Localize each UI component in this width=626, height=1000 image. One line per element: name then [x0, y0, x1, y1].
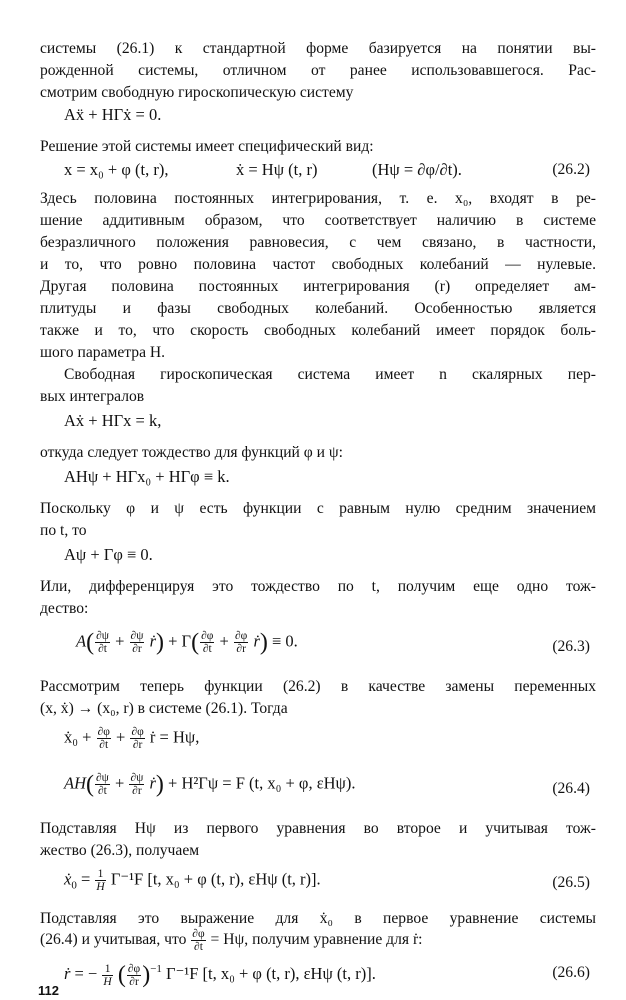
text-line: Свободная гироскопическая система имеет n скалярных пер- — [64, 366, 596, 383]
text-line: рожденной системы, отличном от ранее использовавшегося. Рас- — [40, 62, 596, 79]
text-line: смотрим свободную гироскопическую систему — [40, 84, 354, 101]
equation-identity: AHψ + HΓx₀ + HΓφ ≡ k. — [64, 467, 230, 486]
text-line: плитуды и фазы свободных колебаний. Особенностью является — [40, 300, 596, 317]
text-line: Подставляя это выражение для ẋ₀ в первое уравнение системы — [40, 910, 596, 927]
text-line: системы (26.1) к стандартной форме базируется на понятии вы- — [40, 40, 596, 57]
equation-26-2-xdot: ẋ = Hψ (t, r) — [236, 160, 318, 179]
eq-part: + H²Γψ = F (t, x₀ + φ, εHψ). — [168, 773, 356, 793]
text-line: дество: — [40, 600, 89, 617]
eq-part: Γ⁻¹F [t, x₀ + φ (t, r), εHψ (t, r)]. — [110, 869, 321, 889]
equation-number: (26.6) — [552, 964, 590, 981]
text-line: Подставляя Hψ из первого уравнения во второе и учитывая тож- — [40, 820, 596, 837]
equation-26-2-x: x = x₀ + φ (t, r), — [64, 160, 169, 179]
text-line: Здесь половина постоянных интегрирования, т. е. x₀, входят в ре- — [40, 190, 596, 207]
equation-number: (26.3) — [552, 638, 590, 655]
text-line: откуда следует тождество для функций φ и ψ: — [40, 444, 344, 461]
equation-average: Aψ + Γφ ≡ 0. — [64, 545, 153, 564]
text-line: безразличного положения равновесия, с чем связано, в частности, — [40, 234, 596, 251]
text-line: шение аддитивным образом, что соответствует наличию в системе — [40, 212, 596, 229]
text-line: шого параметра H. — [40, 344, 166, 361]
text-fragment: = Hψ, — [210, 931, 249, 948]
eq-part: ṙ = Hψ, — [149, 727, 200, 747]
equation-26-2-def: (Hψ = ∂φ/∂t). — [372, 160, 462, 179]
equation-number: (26.4) — [552, 780, 590, 797]
text-line: Решение этой системы имеет специфический вид: — [40, 138, 374, 155]
equation-26-3: A( $\frac{\partial\psi}{\partial t}$ + $\frac{\partial\psi}{\partial r}$ ṙ) + Γ( $\frac{\partial\varphi}{\partial t}$ + $\frac{\partial\varphi}{\partial r}$ ṙ) ≡ 0. — [76, 629, 298, 656]
equation-26-5: ẋ$_0$ = $\frac{1}{H}$ Γ⁻¹F [t, x₀ + φ (t, r), εHψ (t, r)]. — [64, 868, 321, 893]
equation-number: (26.5) — [552, 874, 590, 891]
text-line-inline-formula: (26.4) и учитывая, что $\frac{\partial\varphi}{\partial t}$ = Hψ, получим уравнение для ṙ: — [40, 927, 423, 953]
equation-first-integrals: Aẋ + HΓx = k, — [64, 411, 162, 430]
equation-26-4-first: ẋ₀ + $\frac{\partial\varphi}{\partial t}$ + $\frac{\partial\varphi}{\partial r}$ ṙ = Hψ, — [64, 726, 200, 751]
text-line: по t, то — [40, 522, 87, 539]
text-fragment: получим уравнение для ṙ: — [252, 931, 423, 948]
text-line: вых интегралов — [40, 388, 145, 405]
text-line: Рассмотрим теперь функции (26.2) в качестве замены переменных — [40, 678, 596, 695]
text-fragment: (26.4) и учитывая, что — [40, 931, 187, 948]
equation-number: (26.2) — [552, 161, 590, 178]
eq-part: ẋ₀ + — [64, 727, 92, 747]
text-line: также и то, что скорость свободных колебаний имеет порядок боль- — [40, 322, 596, 339]
text-line: (x, ẋ) → (x₀, r) в системе (26.1). Тогда — [40, 700, 288, 717]
equation-26-6: ṙ = − $\frac{1}{H}$ ( $\frac{\partial\varphi}{\partial r}$ )$^{-1}$ Γ⁻¹F [t, x₀ + φ (t, r), εHψ (t, r)]. — [64, 962, 376, 988]
equation-26-4-second: AH( $\frac{\partial\psi}{\partial t}$ + $\frac{\partial\psi}{\partial r}$ ṙ) + H²Γψ = F (t, x₀ + φ, εHψ). — [64, 771, 356, 798]
eq-part: Γ⁻¹F [t, x₀ + φ (t, r), εHψ (t, r)]. — [166, 964, 376, 983]
text-line: жество (26.3), получаем — [40, 842, 200, 859]
text-line: Другая половина постоянных интегрирования (r) определяет ам- — [40, 278, 596, 295]
text-line: Поскольку φ и ψ есть функции с равным нулю средним значением — [40, 500, 596, 517]
page-number: 112 — [38, 983, 59, 998]
equation-gyro-system: Aẍ + HΓẋ = 0. — [64, 105, 162, 124]
text-line: Или, дифференцируя это тождество по t, получим еще одно тож- — [40, 578, 596, 595]
text-line: и то, что ровно половина частот свободных колебаний — нулевые. — [40, 256, 596, 273]
